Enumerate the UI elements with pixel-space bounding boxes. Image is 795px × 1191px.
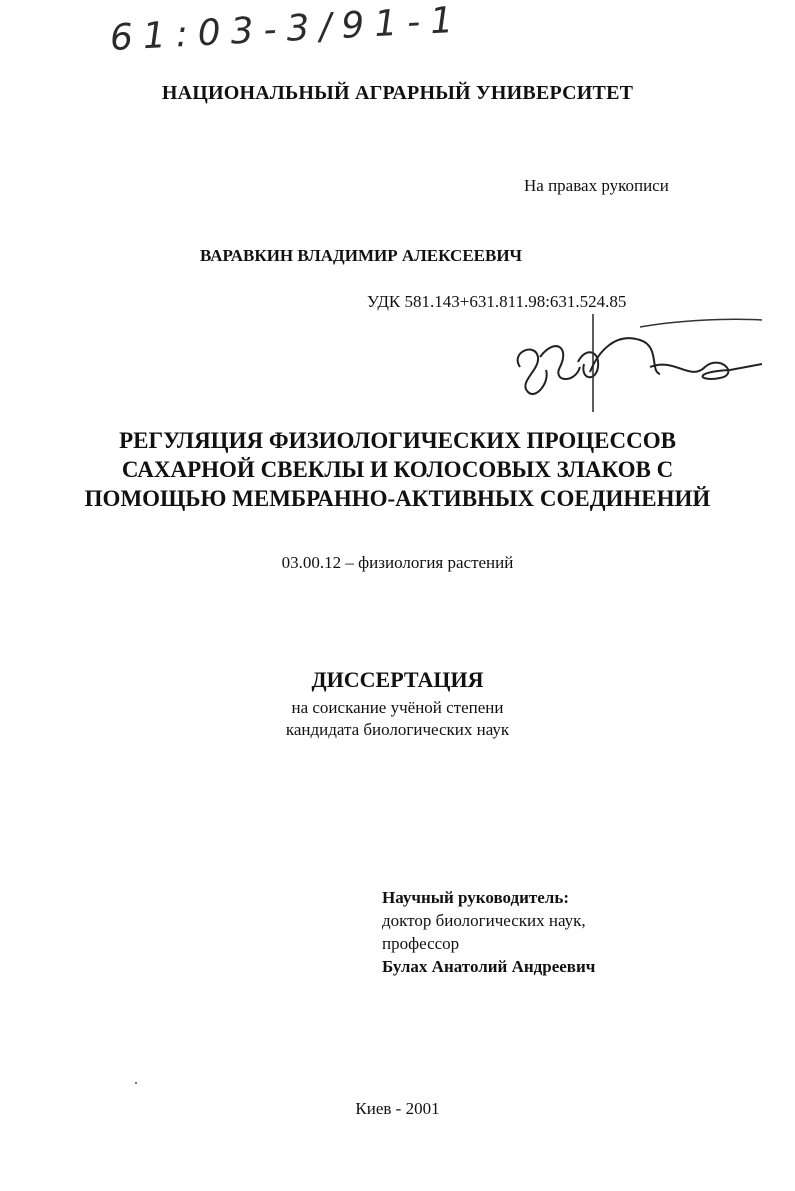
supervisor-name: Булах Анатолий Андреевич: [382, 957, 596, 976]
supervisor-block: [382, 886, 595, 978]
title-line: ПОМОЩЬЮ МЕМБРАННО-АКТИВНЫХ СОЕДИНЕНИЙ: [84, 486, 711, 511]
title-line: РЕГУЛЯЦИЯ ФИЗИОЛОГИЧЕСКИХ ПРОЦЕССОВ: [119, 428, 676, 453]
handwritten-catalog-code: 61:03-3/91-1: [108, 0, 465, 59]
degree-line: на соискание учёной степени: [291, 698, 504, 717]
city-year: Киев - 2001: [355, 1099, 440, 1118]
university-name: НАЦИОНАЛЬНЫЙ АГРАРНЫЙ УНИВЕРСИТЕТ: [161, 82, 634, 104]
supervisor-heading: Научный руководитель:: [382, 888, 569, 907]
dissertation-title: [0, 426, 795, 513]
degree-line: кандидата биологических наук: [285, 720, 510, 739]
author-name: ВАРАВКИН ВЛАДИМИР АЛЕКСЕЕВИЧ: [200, 246, 523, 265]
scan-speck: [135, 1082, 137, 1084]
document-type-heading: ДИССЕРТАЦИЯ: [311, 667, 484, 692]
manuscript-rights-note: На правах рукописи: [524, 176, 669, 195]
udc-code: УДК 581.143+631.811.98:631.524.85: [367, 292, 627, 311]
specialty-code: 03.00.12 – физиология растений: [281, 553, 514, 572]
title-line: САХАРНОЙ СВЕКЛЫ И КОЛОСОВЫХ ЗЛАКОВ С: [121, 457, 674, 482]
handwritten-signature: [500, 312, 770, 420]
supervisor-rank: профессор: [382, 934, 460, 953]
supervisor-degree: доктор биологических наук,: [382, 911, 586, 930]
